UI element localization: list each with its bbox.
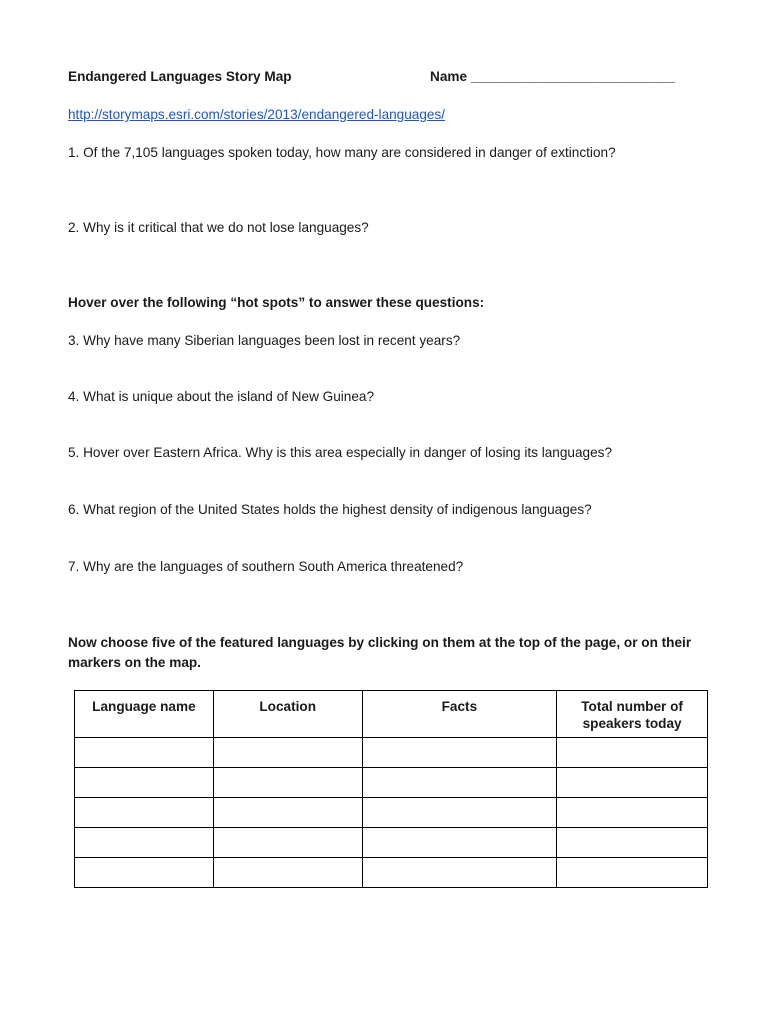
table-cell[interactable]: [75, 798, 214, 828]
table-cell[interactable]: [362, 768, 557, 798]
question-4: 4. What is unique about the island of New Guinea?: [68, 389, 375, 404]
question-3: 3. Why have many Siberian languages been lost in recent years?: [68, 333, 461, 348]
table-cell[interactable]: [75, 738, 214, 768]
hotspot-instructions: Hover over the following “hot spots” to answer these questions:: [68, 295, 485, 310]
header-location: Location: [213, 691, 362, 738]
table-cell[interactable]: [557, 828, 708, 858]
choose-languages-instructions: Now choose five of the featured languages by clicking on them at the top of the page, or on their markers on the map.: [68, 635, 692, 670]
table-cell[interactable]: [362, 858, 557, 888]
table-cell[interactable]: [557, 798, 708, 828]
table-cell[interactable]: [75, 828, 214, 858]
table-cell[interactable]: [213, 798, 362, 828]
table-cell[interactable]: [213, 858, 362, 888]
table-cell[interactable]: [557, 768, 708, 798]
table-cell[interactable]: [362, 798, 557, 828]
table-cell[interactable]: [213, 828, 362, 858]
question-5: 5. Hover over Eastern Africa. Why is this area especially in danger of losing its languages?: [68, 445, 613, 460]
header-facts: Facts: [362, 691, 557, 738]
table-cell[interactable]: [213, 738, 362, 768]
table-cell[interactable]: [213, 768, 362, 798]
table-row: [75, 738, 708, 768]
table-row: [75, 858, 708, 888]
table-row: [75, 768, 708, 798]
story-map-link[interactable]: http://storymaps.esri.com/stories/2013/endangered-languages/: [68, 107, 446, 122]
languages-answer-table: [74, 690, 708, 888]
question-1: 1. Of the 7,105 languages spoken today, how many are considered in danger of extinction?: [68, 145, 616, 160]
name-field-label: Name ___________________________: [430, 69, 675, 84]
table-row: [75, 798, 708, 828]
worksheet-title: Endangered Languages Story Map: [68, 69, 292, 84]
table-cell[interactable]: [75, 768, 214, 798]
table-cell[interactable]: [557, 738, 708, 768]
table-header-row: [75, 691, 708, 738]
question-2: 2. Why is it critical that we do not lose languages?: [68, 220, 369, 235]
table-cell[interactable]: [362, 738, 557, 768]
table-cell[interactable]: [75, 858, 214, 888]
table-cell[interactable]: [557, 858, 708, 888]
question-7: 7. Why are the languages of southern South America threatened?: [68, 559, 464, 574]
question-6: 6. What region of the United States holds the highest density of indigenous languages?: [68, 502, 592, 517]
header-total-speakers: Total number of speakers today: [557, 691, 708, 738]
table-cell[interactable]: [362, 828, 557, 858]
table-row: [75, 828, 708, 858]
header-language-name: Language name: [75, 691, 214, 738]
